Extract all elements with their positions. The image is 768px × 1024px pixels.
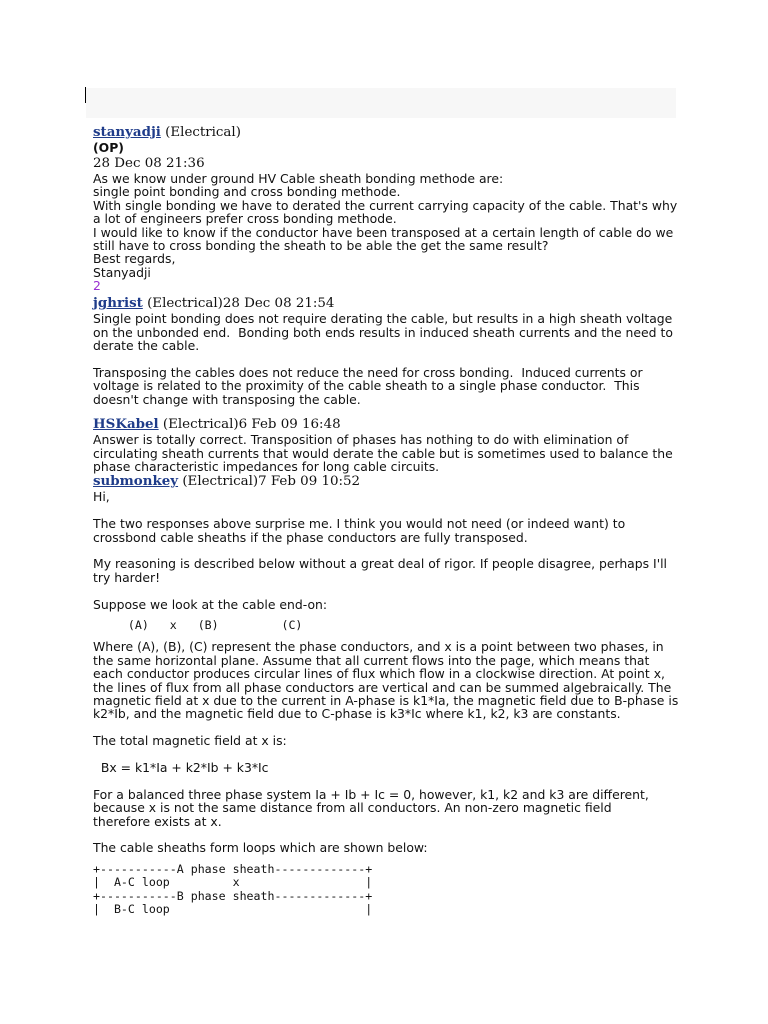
- author-role: (Electrical): [162, 417, 239, 433]
- sheath-loop-diagram: +-----------A phase sheath-------------+ | A-C loop x | +-----------B phase sheath-------------+ | B-C loop |: [93, 861, 373, 917]
- author-role: (Electrical): [182, 474, 259, 490]
- author-link[interactable]: submonkey: [93, 473, 179, 490]
- post-body: As we know under ground HV Cable sheath bonding methode are: single point bonding and cross bonding methode. With single bonding we have to derated the current carrying capacity of the cable. That's why a lot of engineers prefer cross bonding methode. I would like to know if the conductor have been transposed at a certain length of cable do we still have to cross bonding the sheath to be able the get the same result? Best regards, Stanyadji: [93, 171, 678, 280]
- post-hskabel: [93, 416, 683, 473]
- text-cursor: [85, 87, 86, 103]
- post-header: [93, 124, 683, 141]
- post-submonkey: [93, 473, 683, 916]
- post-body-middle: Where (A), (B), (C) represent the phase conductors, and x is a point between two phases, in the same horizontal plane. Assume that all current flows into the page, which means that each conductor produces circular lines of flux which flow in a clockwise direction. At point x, the lines of flux from all phase conductors are vertical and can be summed algebraically. The magnetic field at x due to the current in A-phase is k1*Ia, the magnetic field due to B-phase is k2*Ib, and the magnetic field due to C-phase is k3*Ic where k1, k2, k3 are constants. The total magnetic field at x is: Bx = k1*Ia + k2*Ib + k3*Ic For a balanced three phase system Ia + Ib + Ic = 0, however, k1, k2 and k3 are different, because x is not the same distance from all conductors. An non-zero magnetic field therefore exists at x. The cable sheaths form loops which are shown below:: [93, 639, 679, 856]
- author-link[interactable]: jghrist: [93, 295, 143, 312]
- post-date: 28 Dec 08 21:36: [93, 156, 205, 171]
- post-date: 6 Feb 09 16:48: [238, 417, 341, 433]
- post-date: 28 Dec 08 21:54: [222, 296, 335, 312]
- post-date: 7 Feb 09 10:52: [258, 474, 361, 490]
- thread-header-box: [86, 88, 676, 118]
- star-count[interactable]: 2: [93, 278, 101, 294]
- author-role: (Electrical): [165, 125, 241, 140]
- post-body: Single point bonding does not require derating the cable, but results in a high sheath voltage on the unbonded end. Bonding both ends results in induced sheath currents and the need to derate the cable. Transposing the cables does not reduce the need for cross bonding. Induced currents or voltage is related to the proximity of the cable sheath to a single phase conductor. This doesn't change with transposing the cable.: [93, 311, 673, 407]
- post-stanyadji: [93, 124, 683, 292]
- op-badge: (OP): [93, 140, 124, 155]
- author-role: (Electrical): [147, 296, 223, 312]
- phase-diagram: (A) x (B) (C): [93, 617, 303, 632]
- post-header: [93, 473, 683, 490]
- post-header: [93, 416, 683, 433]
- thread-content: [93, 124, 683, 917]
- post-body: Answer is totally correct. Transposition of phases has nothing to do with elimination of circulating sheath currents that would derate the cable but is sometimes used to balance the phase characteristic impedances for long cable circuits.: [93, 432, 673, 474]
- post-header: [93, 295, 683, 312]
- post-body-intro: Hi, The two responses above surprise me. I think you would not need (or indeed want) to crossbond cable sheaths if the phase conductors are fully transposed. My reasoning is described below without a great deal of rigor. If people disagree, perhaps I'll try harder! Suppose we look at the cable end-on:: [93, 489, 667, 612]
- author-link[interactable]: HSKabel: [93, 416, 159, 433]
- post-jghrist: [93, 295, 683, 406]
- author-link[interactable]: stanyadji: [93, 124, 161, 140]
